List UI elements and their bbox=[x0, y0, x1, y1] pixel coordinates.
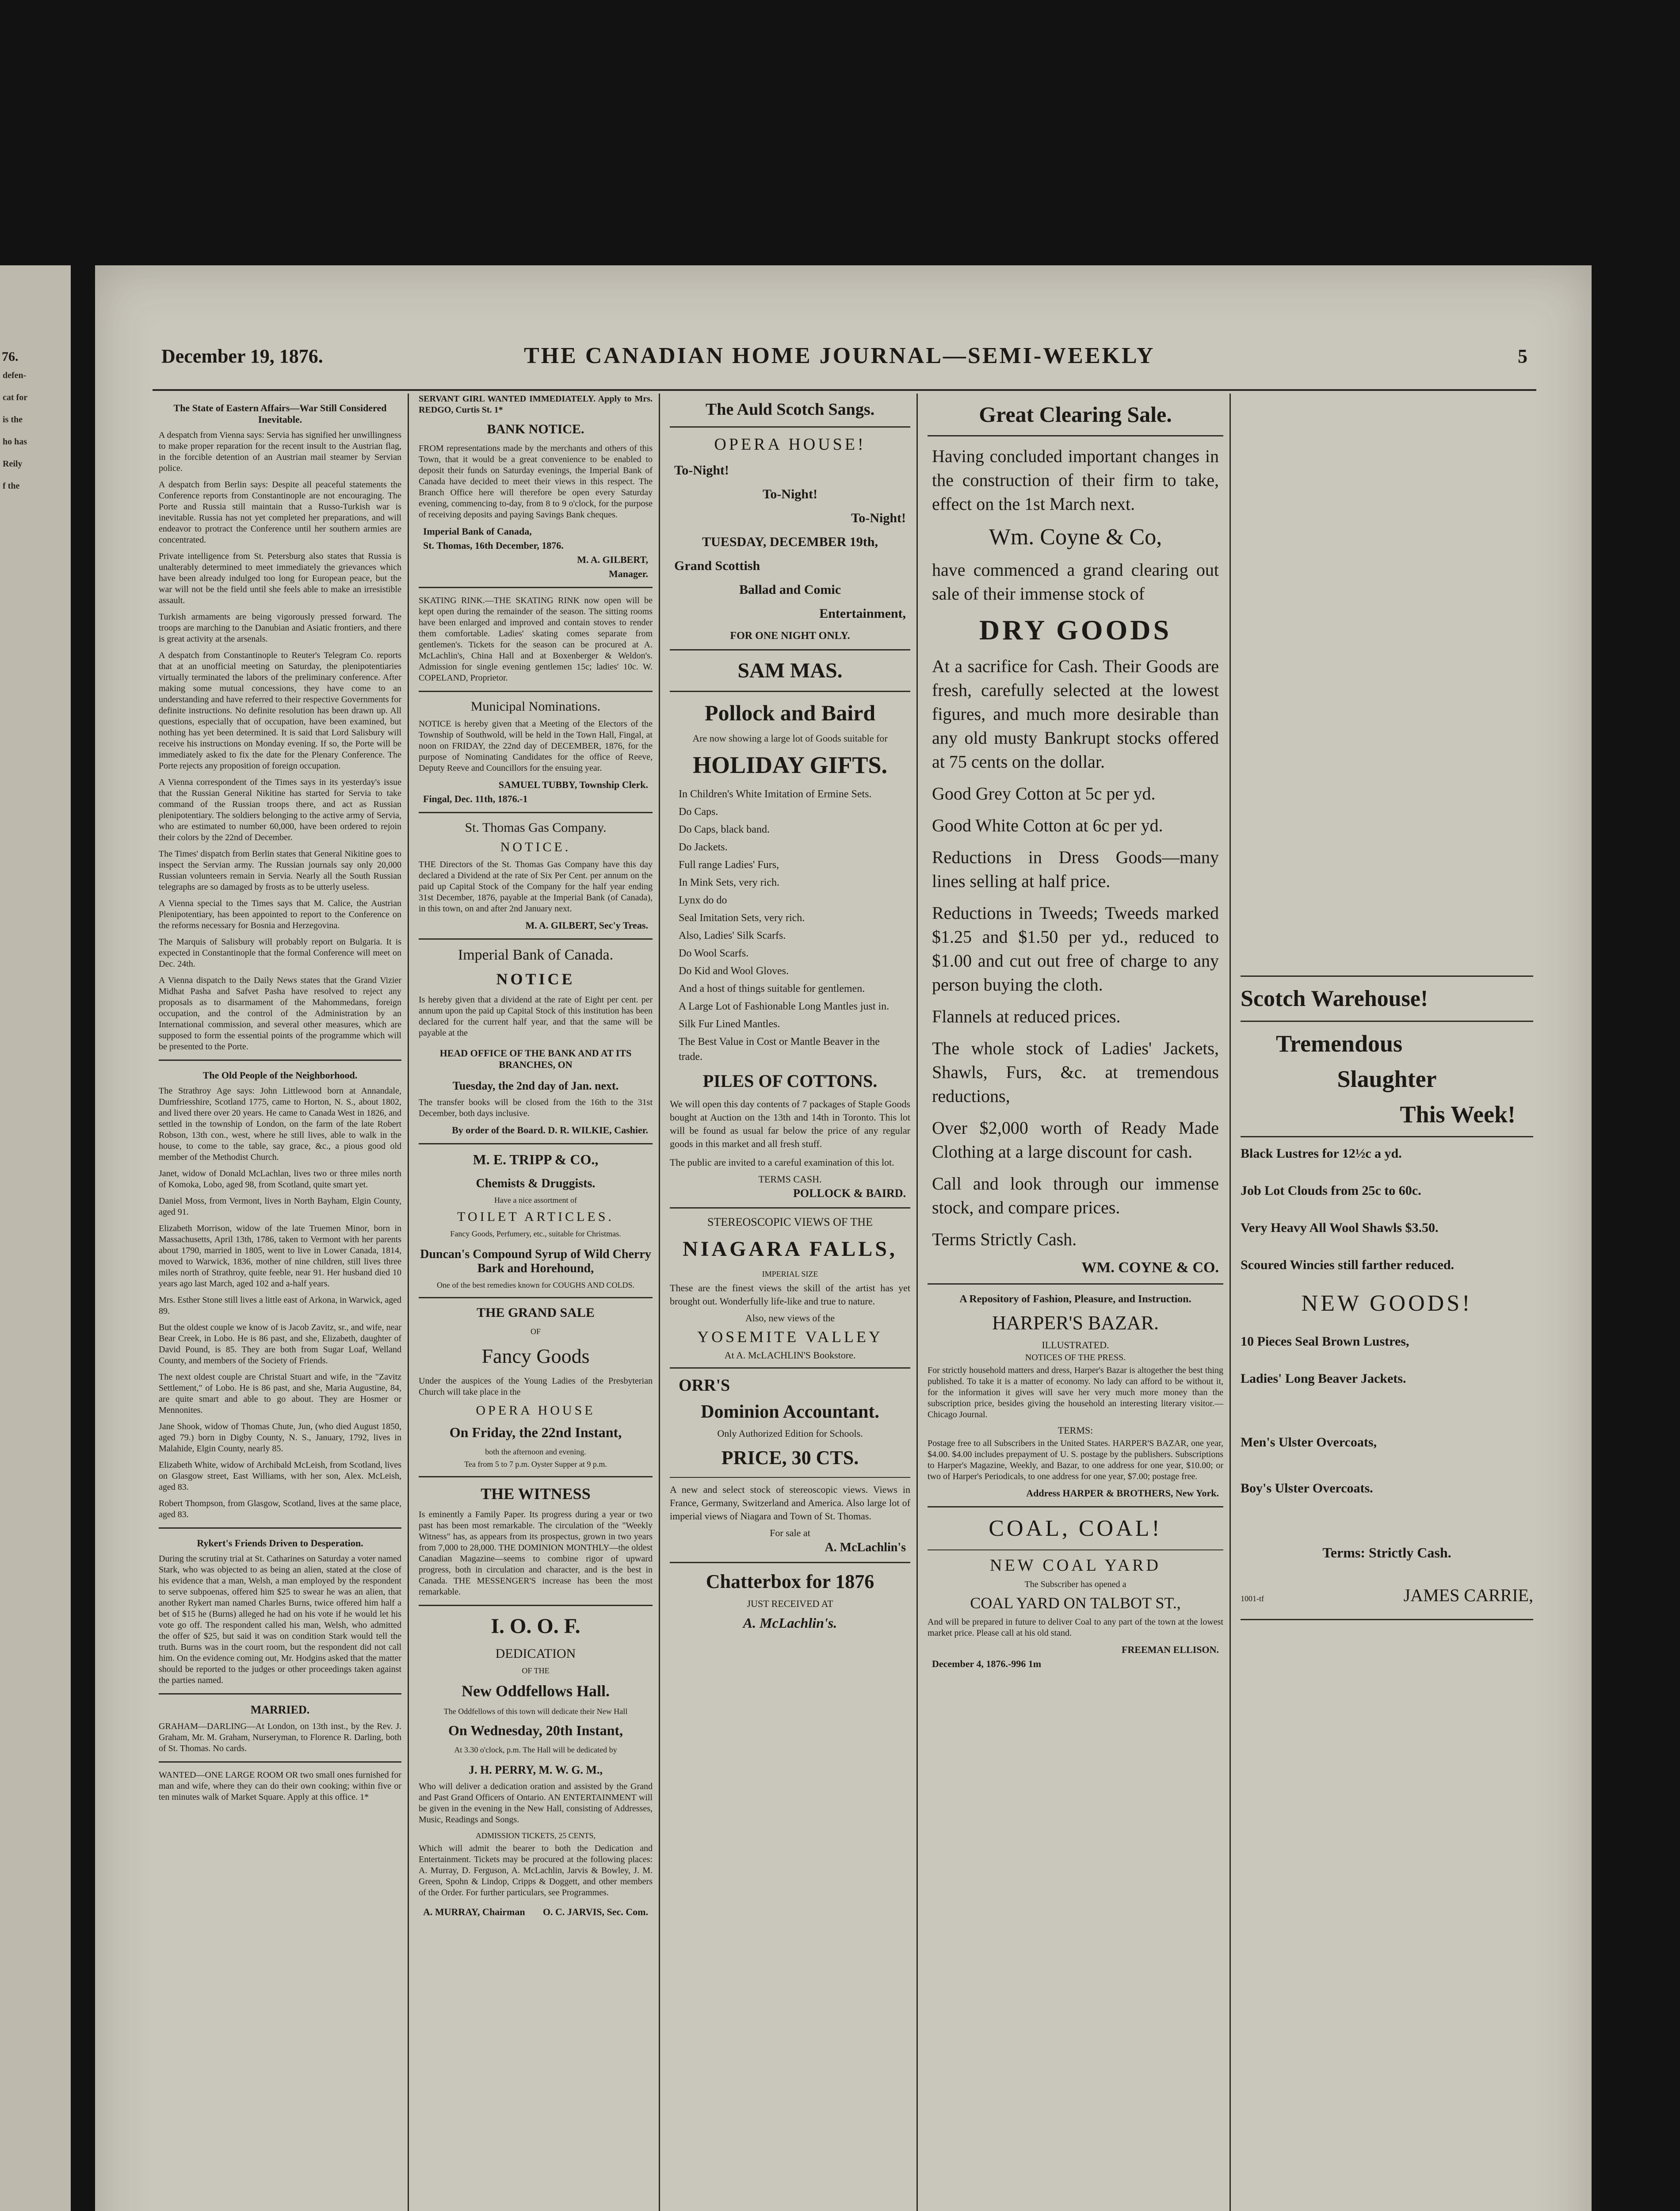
sale-text: Flannels at reduced prices. bbox=[932, 1006, 1121, 1026]
article-paragraph: Robert Thompson, from Glasgow, Scotland, lives at the same place, aged 83. bbox=[159, 1499, 401, 1519]
wm-coyne-heading: Wm. Coyne & Co, bbox=[989, 524, 1162, 550]
column-1 bbox=[153, 394, 409, 2211]
left-page-number: 76. bbox=[2, 349, 19, 364]
article-paragraph: A Vienna correspondent of the Times says in its yesterday's issue that the Russian General Nikitine has started for Servia to take command of the Russian troops there, and act as Russian plenipotentiary. The soldiers belonging to the active army of Servia, who are estimated to number 60,000, have been ordered to rejoin their colors by the 22nd of December. bbox=[159, 777, 401, 842]
article-paragraph: But the oldest couple we know of is Jacob Zavitz, sr., and wife, near Bear Creek, in Lobo. He is 86 past, and she, Elizabeth, daughter of David Pound, is 85. They are both from Sugar Loaf, Welland County, and members of the Society of Friends. bbox=[159, 1323, 401, 1366]
married-notice: GRAHAM—DARLING—At London, on 13th inst., by the Rev. J. Graham, Mr. M. Graham, Nurseryman, to Florence R. Darling, both of St. Thomas. No cards. bbox=[159, 1721, 401, 1753]
piles-of-cottons: PILES OF COTTONS. bbox=[703, 1071, 878, 1091]
admission-text: Which will admit the bearer to both the Dedication and Entertainment. Tickets may be procured at the following places: A. Murray, D. Ferguson, A. McLachlin, Jarvis & Bowley, J. M. Green, Spohn & Lindop, Cripps & Doggett, and other members of the Order. For further particulars, see Programmes. bbox=[419, 1844, 653, 1897]
for-sale-at: For sale at bbox=[770, 1527, 810, 1538]
price-label: PRICE, 30 CTS. bbox=[721, 1447, 859, 1469]
mclachlin-sig: A. McLachlin's bbox=[825, 1541, 906, 1554]
james-carrie-sig: JAMES CARRIE, bbox=[1403, 1585, 1533, 1605]
illustrated-label: ILLUSTRATED. bbox=[1042, 1339, 1109, 1350]
tripp-subheading: Chemists & Druggists. bbox=[476, 1177, 596, 1190]
toilet-articles: TOILET ARTICLES. bbox=[457, 1209, 614, 1224]
holiday-gifts: HOLIDAY GIFTS. bbox=[692, 752, 888, 778]
article-paragraph: During the scrutiny trial at St. Catharines on Saturday a voter named Stark, who was objected to as being an alien, stated at the close of his evidence that a man, Welsh, a man employed by the respondent to serve subpoenas, offered him $25 to swear he was an alien, that another Rykert man named Charles Burns, twice offered him half a bet of $15 he (Burns) alleged he had on his vote if he would let his vote go off. The respondent called his man, Welsh, who admitted the offer of $25, but said it was on condition Stark would tell the truth. Burns was in the court room, but the respondent did not call him. On the evidence coming out, Mr. Hodgins asked that the matter should be reported to the judges or other proceedings taken against the parties named. bbox=[159, 1554, 401, 1685]
harpers-text: For strictly household matters and dress, Harper's Bazar is altogether the best thing published. To take it is a matter of economy. No lady can afford to be without it, for the information it gives will save her very much more money than the subscription price, besides giving the household an interesting literary visitor.—Chicago Journal. bbox=[928, 1366, 1223, 1419]
bank-notice-text: FROM representations made by the merchants and others of this Town, that it would be a great convenience to be enabled to deposit their funds on Saturday evenings, the Imperial Bank of Canada have decided to meet their views in this respect. The Branch Office here will therefore be open every Saturday evening, commencing to-day, from 8 to 9 o'clock, for the purpose of receiving deposits and paying Savings Bank cheques. bbox=[419, 444, 653, 520]
sale-item: Job Lot Clouds from 25c to 60c. bbox=[1241, 1183, 1421, 1198]
divider bbox=[419, 1605, 653, 1606]
left-fragment-line: cat for bbox=[3, 393, 28, 402]
sale-text: Reductions in Tweeds; Tweeds marked $1.25 and $1.50 per yd., reduced to $1.00 and cut out free of charge to any person buying the cloth. bbox=[932, 903, 1219, 995]
orrs-label: ORR'S bbox=[679, 1376, 730, 1395]
gift-item: In Mink Sets, very rich. bbox=[679, 877, 779, 888]
repository-label: A Repository of Fashion, Pleasure, and Instruction. bbox=[959, 1293, 1191, 1305]
new-goods: NEW GOODS! bbox=[1301, 1291, 1473, 1316]
press-notices: NOTICES OF THE PRESS. bbox=[1025, 1353, 1126, 1362]
article-paragraph: A despatch from Constantinople to Reuter's Telegram Co. reports that at an unofficial meeting on Saturday, the plenipotentiaries virtually terminated the labors of the preliminary conference. After making some mutual concessions, they have come to an understanding and have referred to their respective Governments for definite instructions. No definite resolution has been drawn up. All questions, especially that of occupation, have been examined, but nothing has yet been determined. It is said that Lord Salisbury will receive his instructions on Monday evening. If so, the Porte will be immediately asked to fix the date for the Plenary Conference. The Porte rejects any proposition of foreign occupation. bbox=[159, 650, 401, 771]
tripp-heading: M. E. TRIPP & CO., bbox=[473, 1151, 599, 1167]
entertainment: Entertainment, bbox=[819, 606, 906, 621]
gift-item: Also, Ladies' Silk Scarfs. bbox=[679, 930, 786, 941]
tripp-text: Fancy Goods, Perfumery, etc., suitable for Christmas. bbox=[450, 1229, 621, 1238]
gift-item: A Large Lot of Fashionable Long Mantles just in. bbox=[679, 1001, 890, 1012]
left-fragment-line: defen- bbox=[3, 371, 27, 380]
imperial-size: IMPERIAL SIZE bbox=[762, 1270, 818, 1278]
yosemite-valley: YOSEMITE VALLEY bbox=[697, 1328, 883, 1346]
new-item: Ladies' Long Beaver Jackets. bbox=[1241, 1371, 1406, 1386]
sale-text: Reductions in Dress Goods—many lines selling at half price. bbox=[932, 847, 1219, 891]
article-heading: Rykert's Friends Driven to Desperation. bbox=[197, 1538, 363, 1549]
pollock-intro: Are now showing a large lot of Goods suitable for bbox=[692, 733, 888, 744]
divider bbox=[419, 1143, 653, 1144]
sale-item: Very Heavy All Wool Shawls $3.50. bbox=[1241, 1220, 1439, 1235]
grand-scottish: Grand Scottish bbox=[674, 558, 760, 573]
perry-text: Who will deliver a dedication oration and assisted by the Grand and Past Grand Officers of Ontario. AN ENTERTAINMENT will be given in the evening in the New Hall, consisting of Addresses, Music, Readings and Songs. bbox=[419, 1782, 653, 1825]
divider bbox=[159, 1527, 401, 1529]
hall-signatures bbox=[419, 1904, 653, 1920]
married-heading: MARRIED. bbox=[250, 1703, 310, 1716]
gift-item: Lynx do do bbox=[679, 895, 727, 906]
slaughter: Slaughter bbox=[1337, 1066, 1437, 1092]
mclachlin-sig-2: A. McLachlin's. bbox=[743, 1615, 837, 1631]
issue-date: December 19, 1876. bbox=[161, 345, 323, 367]
tuesday-date: TUESDAY, DECEMBER 19th, bbox=[702, 535, 878, 549]
subscriber-text: The Subscriber has opened a bbox=[1024, 1580, 1126, 1589]
blank-space bbox=[1241, 394, 1533, 968]
column-5 bbox=[1234, 394, 1539, 2211]
sale-item: Scoured Wincies still farther reduced. bbox=[1241, 1258, 1455, 1272]
left-fragment-line: is the bbox=[3, 415, 23, 425]
divider bbox=[928, 1549, 1223, 1550]
article-paragraph: The Strathroy Age says: John Littlewood born at Annandale, Dumfriesshire, Scotland 1775, came to Horton, N. S., about 1802, and lived there over 20 years. He came to Canada West in 1826, and settled in the township of London, on the farm of the late Robert Robson, 13th con., west, where he still lives, able to walk in the house, to come to the table, say grace, &c., a pious good old member of the Methodist Church. bbox=[159, 1086, 401, 1162]
article-paragraph: Elizabeth White, widow of Archibald McLeish, from Scotland, lives on Glasgow street, East Williams, with her son, Alex. McLeish, aged 83. bbox=[159, 1460, 401, 1492]
divider bbox=[1241, 1021, 1533, 1022]
bank-sig: Manager. bbox=[608, 568, 648, 579]
article-paragraph: The Times' dispatch from Berlin states that General Nikitine goes to inspect the Servian army. The Russian journals say only 20,000 Russian volunteers remain in Servia. Nearly all the South Russian telegraphs are so damaged by frosts as to be utterly useless. bbox=[159, 849, 401, 892]
dominion-accountant: Dominion Accountant. bbox=[701, 1402, 879, 1422]
sale-text: Over $2,000 worth of Ready Made Clothing at a large discount for cash. bbox=[932, 1118, 1219, 1162]
imperial-notice-heading: NOTICE bbox=[496, 970, 575, 988]
divider bbox=[1241, 975, 1533, 977]
article-paragraph: The next oldest couple are Christal Stuart and wife, in the "Zavitz Settlement," of Lobo. He is 86 past, and she, Maria Augustine, 84, are quite smart and able to go about. They are Hosmer or Mennonites. bbox=[159, 1372, 401, 1415]
divider bbox=[670, 1367, 910, 1369]
gift-item: Do Jackets. bbox=[679, 842, 728, 853]
divider bbox=[419, 1297, 653, 1298]
sale-text: Call and look through our immense stock, and compare prices. bbox=[932, 1174, 1219, 1217]
new-item: 10 Pieces Seal Brown Lustres, bbox=[1241, 1334, 1409, 1349]
talbot-street: COAL YARD ON TALBOT ST., bbox=[970, 1594, 1181, 1612]
tonight-1: To-Night! bbox=[674, 463, 729, 478]
admission-label: ADMISSION TICKETS, 25 CENTS, bbox=[475, 1831, 596, 1840]
bank-sig: Imperial Bank of Canada, bbox=[423, 526, 532, 537]
article-paragraph: Mrs. Esther Stone still lives a little east of Arkona, in Warwick, aged 89. bbox=[159, 1295, 401, 1316]
article-paragraph: A Vienna dispatch to the Daily News states that the Grand Vizier Midhat Pasha and Safvet Pasha have resolved to reject any proposals as to disarmament of the Mahommedans, foreign occupation, and the control of the Administration by an International commission, and several other measures, which are supposed to form the essential points of the programme which will be presented to the Porte. bbox=[159, 975, 401, 1052]
newspaper-page bbox=[95, 265, 1592, 2211]
coal-text: And will be prepared in future to deliver Coal to any part of the town at the lowest market price. Please call at his old stand. bbox=[928, 1617, 1223, 1638]
opera-house-heading: OPERA HOUSE! bbox=[714, 435, 866, 454]
municipal-date: Fingal, Dec. 11th, 1876.-1 bbox=[423, 793, 528, 804]
divider bbox=[928, 1506, 1223, 1507]
divider bbox=[670, 691, 910, 692]
wanted-ad: WANTED—ONE LARGE ROOM OR two small ones furnished for man and wife, where they can do their own cooking; within five or ten minutes walk of Market Square. Apply at this office. 1* bbox=[159, 1770, 401, 1802]
divider bbox=[419, 1476, 653, 1477]
gift-item: And a host of things suitable for gentlemen. bbox=[679, 983, 865, 995]
great-clearing-sale: Great Clearing Sale. bbox=[979, 402, 1172, 427]
auld-scotch-heading: The Auld Scotch Sangs. bbox=[705, 400, 875, 419]
sale-text: Terms Strictly Cash. bbox=[932, 1229, 1077, 1249]
bank-sig: M. A. GILBERT, bbox=[577, 554, 648, 565]
page-header bbox=[153, 340, 1536, 391]
ellison-sig: FREEMAN ELLISON. bbox=[1121, 1644, 1219, 1655]
harpers-bazar: HARPER'S BAZAR. bbox=[992, 1312, 1159, 1334]
divider bbox=[159, 1761, 401, 1763]
perry-name: J. H. PERRY, M. W. G. M., bbox=[469, 1763, 603, 1776]
new-item: Men's Ulster Overcoats, bbox=[1241, 1435, 1377, 1450]
gas-sig: M. A. GILBERT, Sec'y Treas. bbox=[525, 920, 648, 931]
new-item: Boy's Ulster Overcoats. bbox=[1241, 1481, 1373, 1496]
divider bbox=[670, 1477, 910, 1478]
xmas-banner: SAM MAS. bbox=[737, 659, 843, 682]
carrie-signature-row bbox=[1241, 1579, 1533, 1612]
gas-notice-heading: NOTICE. bbox=[500, 840, 571, 854]
gift-item: Full range Ladies' Furs, bbox=[679, 859, 779, 871]
duncan-text: One of the best remedies known for COUGHS AND COLDS. bbox=[437, 1281, 634, 1289]
this-week: This Week! bbox=[1400, 1101, 1516, 1128]
article-paragraph: Daniel Moss, from Vermont, lives in North Bayham, Elgin County, aged 91. bbox=[159, 1196, 401, 1217]
imperial-date: Tuesday, the 2nd day of Jan. next. bbox=[452, 1079, 619, 1092]
divider bbox=[670, 1207, 910, 1209]
article-paragraph: The Marquis of Salisbury will probably report on Bulgaria. It is expected in Constantinople that the formal Conference will meet on Dec. 24th. bbox=[159, 937, 401, 969]
dedication-label: DEDICATION bbox=[495, 1646, 576, 1661]
article-paragraph: A Vienna special to the Times says that M. Calice, the Austrian Plenipotentiary, has been appointed to report to the Conference on the reforms necessary for Bosnia and Herzegovina. bbox=[159, 899, 401, 930]
gift-item: Do Caps. bbox=[679, 806, 718, 818]
duncan-syrup: Duncan's Compound Syrup of Wild Cherry Bark and Horehound, bbox=[420, 1247, 651, 1275]
divider bbox=[670, 649, 910, 650]
divider bbox=[1241, 1619, 1533, 1620]
article-paragraph: A despatch from Berlin says: Despite all peaceful statements the Conference reports from Constantinople are not encouraging. The Porte and Russia still maintain that a Russo-Turkish war is inevitable. Russia has not yet completed her preparations, and will endeavor to protract the Conference until her southern armies are concentrated. bbox=[159, 480, 401, 545]
municipal-notice: NOTICE is hereby given that a Meeting of the Electors of the Township of Southwold, will be held in the Town Hall, Fingal, at noon on FRIDAY, the 22nd day of DECEMBER, 1876, for the purpose of Nominating Candidates for the office of Reeve, Deputy Reeve and Councillors for the ensuing year. bbox=[419, 719, 653, 773]
opera-house-label: OPERA HOUSE bbox=[476, 1403, 596, 1418]
page-number: 5 bbox=[1518, 345, 1527, 367]
divider bbox=[419, 587, 653, 588]
divider bbox=[419, 691, 653, 692]
tripp-text: Have a nice assortment of bbox=[494, 1196, 577, 1205]
divider bbox=[159, 1060, 401, 1061]
new-stock-text: A new and select stock of stereoscopic views. Views in France, Germany, Switzerland and America. Also large lot of imperial views of Niagara and Town of St. Thomas. bbox=[670, 1484, 910, 1522]
skating-rink-ad: SKATING RINK.—THE SKATING RINK now open will be kept open during the remainder of the season. The sitting rooms have been enlarged and improved and contain stoves to render them comfortable. Ladies' skating comes separate from gentlemen's. Tickets for the season can be procured at A. McLachlin's, China Hall and at Boxenberger & Weldon's. Admission for single evening gentlemen 15c; ladies' 10c. W. COPELAND, Proprietor. bbox=[419, 596, 653, 683]
tonight-3: To-Night! bbox=[851, 511, 906, 525]
ballad-comic: Ballad and Comic bbox=[739, 582, 841, 597]
mclachlin-bookstore: At A. McLACHLIN'S Bookstore. bbox=[724, 1350, 856, 1361]
imperial-transfer: The transfer books will be closed from the 16th to the 31st December, both days inclusive. bbox=[419, 1098, 653, 1118]
gift-item: Do Kid and Wool Gloves. bbox=[679, 965, 789, 977]
left-fragment-line: ho has bbox=[3, 437, 27, 447]
left-fragment-line: f the bbox=[3, 481, 20, 491]
fancy-goods: Fancy Goods bbox=[481, 1345, 590, 1367]
friday-date: On Friday, the 22nd Instant, bbox=[449, 1424, 622, 1440]
article-paragraph: Private intelligence from St. Petersburg also states that Russia is unalterably determined to meet immediately the grievances which have been already indulged too long for European peace, but the war will not be the field until she feels able to make an irresistible assault. bbox=[159, 551, 401, 605]
authorized-edition: Only Authorized Edition for Schools. bbox=[717, 1428, 863, 1439]
jarvis-sig: O. C. JARVIS, Sec. Com. bbox=[542, 1906, 648, 1917]
stereo-text: These are the finest views the skill of the artist has yet brought out. Wonderfully life-like and true to nature. bbox=[670, 1282, 910, 1307]
public-invited: The public are invited to a careful examination of this lot. bbox=[670, 1157, 894, 1168]
niagara-falls: NIAGARA FALLS, bbox=[683, 1237, 897, 1261]
gas-company-heading: St. Thomas Gas Company. bbox=[465, 820, 607, 835]
wednesday-date: On Wednesday, 20th Instant, bbox=[448, 1722, 623, 1738]
stereoscopic-heading: STEREOSCOPIC VIEWS OF THE bbox=[707, 1216, 873, 1228]
cottons-text: We will open this day contents of 7 packages of Staple Goods bought at Auction on the 13th and 14th in Toronto. This lot will be found as usual far below the price of any regular goods in this market and all fresh stuff. bbox=[670, 1098, 910, 1149]
pollock-baird-sig: POLLOCK & BAIRD. bbox=[793, 1187, 906, 1200]
tremendous: Tremendous bbox=[1276, 1030, 1403, 1057]
sale-text: have commenced a grand clearing out sale of their immense stock of bbox=[932, 560, 1219, 604]
pollock-baird-heading: Pollock and Baird bbox=[704, 700, 876, 725]
just-received: JUST RECEIVED AT bbox=[747, 1598, 833, 1609]
terms-cash: TERMS CASH. bbox=[758, 1174, 822, 1185]
divider bbox=[670, 1562, 910, 1563]
chatterbox: Chatterbox for 1876 bbox=[706, 1571, 874, 1592]
sale-text: The whole stock of Ladies' Jackets, Shawls, Furs, &c. at tremendous reductions, bbox=[932, 1038, 1219, 1106]
wednesday-text: At 3.30 o'clock, p.m. The Hall will be dedicated by bbox=[454, 1745, 617, 1754]
murray-sig: A. MURRAY, Chairman bbox=[423, 1906, 525, 1917]
scotch-warehouse: Scotch Warehouse! bbox=[1241, 986, 1428, 1011]
new-coal-yard: NEW COAL YARD bbox=[990, 1556, 1161, 1575]
left-page-fragment bbox=[0, 265, 71, 2211]
article-paragraph: Janet, widow of Donald McLachlan, lives two or three miles north of Komoka, Lobo, aged 98, from Scotland, quite smart yet. bbox=[159, 1169, 401, 1190]
coal-heading: COAL, COAL! bbox=[989, 1516, 1162, 1541]
masthead: THE CANADIAN HOME JOURNAL—SEMI-WEEKLY bbox=[524, 343, 1155, 368]
ellison-date: December 4, 1876.-996 1m bbox=[932, 1658, 1042, 1669]
tea-text: Tea from 5 to 7 p.m. Oyster Supper at 9 p.m. bbox=[464, 1460, 607, 1469]
of-the-label: OF THE bbox=[522, 1666, 550, 1675]
new-oddfellows-hall: New Oddfellows Hall. bbox=[461, 1682, 610, 1700]
ioof-heading: I. O. O. F. bbox=[491, 1614, 580, 1638]
ad-code: 1001-tf bbox=[1241, 1594, 1264, 1603]
left-fragment-line: Reily bbox=[3, 459, 23, 469]
article-paragraph: Elizabeth Morrison, widow of the late Truemen Minor, born in Massachusetts, April 13th, 1786, taken to Vermont with her parents about 1790, married in 1805, went to live in Lower Canada, 1814, moved to Warwick, 1836, mother of nine children, still lives three miles north of Strathroy, quite feeble, near 91. Her husband died 10 years ago last March, aged 102 and a-half years. bbox=[159, 1224, 401, 1289]
bank-sig: St. Thomas, 16th December, 1876. bbox=[423, 540, 564, 551]
gas-notice-text: THE Directors of the St. Thomas Gas Company have this day declared a Dividend at the rate of Six Per Cent. per annum on the paid up Capital Stock of the Company for the half year ending 31st December, 1876, payable at the Imperial Bank (of Canada), in this town, on and after 2nd January next. bbox=[419, 860, 653, 914]
imperial-sig: By order of the Board. D. R. WILKIE, Cashier. bbox=[452, 1125, 648, 1136]
municipal-heading: Municipal Nominations. bbox=[470, 699, 601, 714]
divider bbox=[159, 1693, 401, 1695]
divider bbox=[1241, 1136, 1533, 1137]
gift-item: Do Caps, black band. bbox=[679, 824, 770, 835]
servant-wanted-ad: SERVANT GIRL WANTED IMMEDIATELY. Apply to Mrs. REDGO, Curtis St. 1* bbox=[419, 394, 653, 415]
bank-notice-heading: BANK NOTICE. bbox=[487, 422, 584, 436]
sale-item: Black Lustres for 12½c a yd. bbox=[1241, 1146, 1402, 1161]
imperial-bank-heading: Imperial Bank of Canada. bbox=[458, 947, 614, 963]
terms-heading: TERMS: bbox=[1058, 1425, 1093, 1436]
coyne-sig: WM. COYNE & CO. bbox=[1081, 1259, 1219, 1276]
municipal-sig: SAMUEL TUBBY, Township Clerk. bbox=[498, 779, 648, 790]
imperial-notice-text: Is hereby given that a dividend at the rate of Eight per cent. per annum upon the paid up Capital Stock of this institution has been declared for the current half year, and that the same will be payable at the bbox=[419, 995, 653, 1038]
sale-text: At a sacrifice for Cash. Their Goods are fresh, carefully selected at the lowest figures, and much more desirable than any old musty Bankrupt stocks offered at 75 cents on the dollar. bbox=[932, 656, 1219, 772]
sale-text: Having concluded important changes in the construction of their firm to take, effect on the 1st March next. bbox=[932, 446, 1219, 514]
harpers-address: Address HARPER & BROTHERS, New York. bbox=[1026, 1488, 1219, 1499]
divider bbox=[670, 426, 910, 428]
gift-item: Silk Fur Lined Mantles. bbox=[679, 1018, 780, 1030]
friday-text: both the afternoon and evening. bbox=[485, 1447, 586, 1456]
gift-item: Do Wool Scarfs. bbox=[679, 948, 749, 959]
of-label: OF bbox=[530, 1327, 541, 1336]
sale-text: Good Grey Cotton at 5c per yd. bbox=[932, 784, 1156, 803]
article-heading: The State of Eastern Affairs—War Still Considered Inevitable. bbox=[173, 402, 387, 425]
terms-strictly-cash: Terms: Strictly Cash. bbox=[1322, 1545, 1451, 1561]
gift-item: The Best Value in Cost or Mantle Beaver in the trade. bbox=[679, 1036, 880, 1063]
column-4 bbox=[921, 394, 1231, 2211]
oddfellows-text: The Oddfellows of this town will dedicate their New Hall bbox=[443, 1707, 628, 1716]
article-heading: The Old People of the Neighborhood. bbox=[202, 1070, 358, 1081]
column-3 bbox=[664, 394, 918, 2211]
gift-item: Seal Imitation Sets, very rich. bbox=[679, 912, 805, 924]
article-paragraph: A despatch from Vienna says: Servia has signified her unwillingness to make proper reparation for the recent insult to the Austrian flag, in the forcible detention of an Austrian mail steamer by Servian police. bbox=[159, 430, 401, 473]
divider bbox=[928, 1283, 1223, 1285]
column-2 bbox=[412, 394, 660, 2211]
sale-text: Good White Cotton at 6c per yd. bbox=[932, 815, 1163, 835]
divider bbox=[419, 812, 653, 813]
terms-text: Postage free to all Subscribers in the United States. HARPER'S BAZAR, one year, $4.00. $4.00 includes prepayment of U. S. postage by the publishers. Subscriptions to Harper's Magazine, Weekly, and Bazar, to one address for one year, $10.00; or two of Harper's Periodicals, to one address for one year, $7.00; postage free. bbox=[928, 1438, 1223, 1481]
article-paragraph: Turkish armaments are being vigorously pressed forward. The troops are marching to the Danubian and Asiatic frontiers, and there is great activity at the arsenals. bbox=[159, 612, 401, 644]
gift-item: In Children's White Imitation of Ermine Sets. bbox=[679, 788, 872, 800]
divider bbox=[419, 938, 653, 940]
divider bbox=[928, 435, 1223, 436]
fancy-text: Under the auspices of the Young Ladies of the Presbyterian Church will take place in the bbox=[419, 1376, 653, 1397]
witness-heading: THE WITNESS bbox=[481, 1485, 591, 1503]
grand-sale-heading: THE GRAND SALE bbox=[477, 1305, 595, 1320]
one-night-only: FOR ONE NIGHT ONLY. bbox=[730, 630, 850, 642]
article-paragraph: Jane Shook, widow of Thomas Chute, Jun, (who died August 1850, aged 79.) born in Digby County, N. S., January, 1792, lives in Malahide, Elgin County, nearly 85. bbox=[159, 1422, 401, 1454]
imperial-head-office: HEAD OFFICE OF THE BANK AND AT ITS BRANCHES, ON bbox=[439, 1048, 632, 1070]
tonight-2: To-Night! bbox=[763, 487, 817, 501]
also-views: Also, new views of the bbox=[745, 1312, 835, 1324]
witness-text: Is eminently a Family Paper. Its progress during a year or two past has been most remarkable. The circulation of the "Weekly Witness" has, as appears from its prospectus, grown in two years from 7,000 to 28,000. THE DOMINION MONTHLY—the oldest Canadian Magazine—seems to combine rigor of upward progress, both in circulation and character, and is the best in Canada. THE MESSENGER'S increase has been the most remarkable. bbox=[419, 1510, 653, 1597]
dry-goods: DRY GOODS bbox=[979, 614, 1172, 646]
